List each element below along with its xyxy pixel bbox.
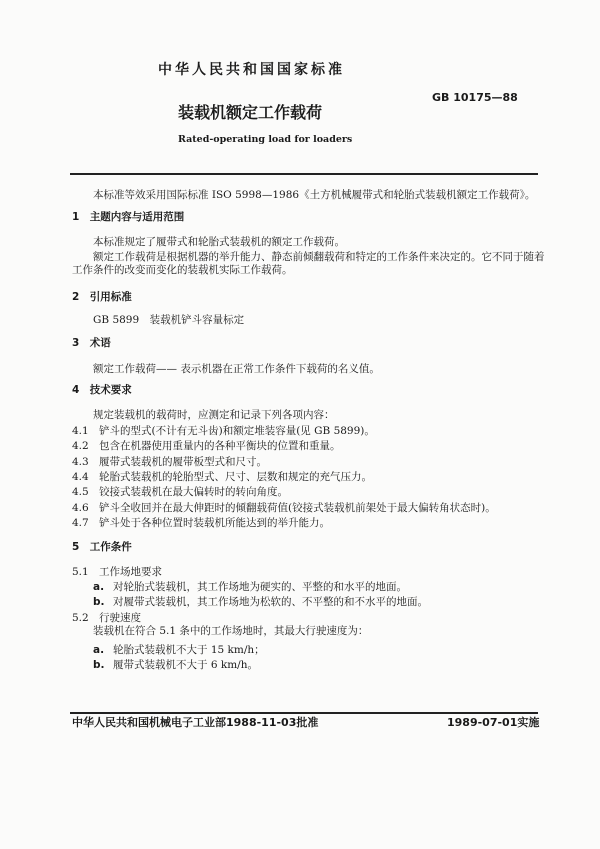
section-3-heading: 3 术语 [72,337,111,349]
list-item: 轮胎式装载机不大于 15 km/h； [113,644,265,656]
list-label: b. [93,659,105,671]
clause-title: 工作场地要求 [99,566,162,578]
clause-number: 4.2 [72,440,89,453]
clause-text: 铰接式装载机在最大偏转时的转向角度。 [99,486,288,499]
clause-number: 4.5 [72,486,89,499]
paragraph: 额定工作载荷是根据机器的举升能力、静态前倾翻载荷和特定的工作条件来决定的。它不同于随着 [93,251,545,263]
paragraph: 规定装载机的载荷时，应测定和记录下列各项内容： [93,409,335,421]
header-divider [70,173,538,175]
paragraph: 工作条件的改变而变化的装载机实际工作载荷。 [72,264,293,276]
term-definition: 额定工作载荷—— 表示机器在正常工作条件下载荷的名义值。 [93,363,380,375]
clause-number: 5.2 [72,612,89,624]
list-item: 对轮胎式装载机，其工作场地为硬实的、平整的和水平的地面。 [113,581,407,593]
clause-text: 轮胎式装载机的轮胎型式、尺寸、层数和规定的充气压力。 [99,470,372,483]
document-title: 装载机额定工作载荷 [178,103,323,122]
clause-number: 4.6 [72,501,89,514]
effective-date: 1989-07-01实施 [447,716,540,729]
section-5-heading: 5 工作条件 [72,541,132,553]
list-item: 履带式装载机不大于 6 km/h。 [113,659,258,671]
clause-number: 4.4 [72,470,89,483]
paragraph: 本标准规定了履带式和轮胎式装载机的额定工作载荷。 [93,236,345,248]
reference: GB 5899 装载机铲斗容量标定 [93,314,245,326]
clause-number: 4.1 [72,425,89,437]
approval-date: 中华人民共和国机械电子工业部1988-11-03批准 [72,716,319,729]
standard-code: GB 10175—88 [432,91,518,104]
section-1-heading: 1 主题内容与适用范围 [72,211,185,223]
section-4-heading: 4 技术要求 [72,384,132,396]
clause-number: 4.3 [72,455,89,468]
list-item: 对履带式装载机，其工作场地为松软的、不平整的和不水平的地面。 [113,596,428,608]
section-2-heading: 2 引用标准 [72,291,132,303]
clause-number: 5.1 [72,566,89,578]
issuing-body: 中华人民共和国国家标准 [158,62,345,78]
clause-text: 包含在机器使用重量内的各种平衡块的位置和重量。 [99,440,341,453]
intro-text: 本标准等效采用国际标准 ISO 5998—1986《土方机械履带式和轮胎式装载机额定工作载荷》。 [93,189,536,201]
footer-divider [70,712,538,714]
clause-text: 铲斗全收回并在最大伸距时的倾翻载荷值(铰接式装载机前架处于最大偏转角状态时)。 [99,501,496,514]
clause-text: 履带式装载机的履带板型式和尺寸。 [99,455,267,468]
paragraph: 装载机在符合 5.1 条中的工作场地时，其最大行驶速度为： [93,625,369,637]
list-label: a. [93,644,105,656]
clause-title: 行驶速度 [99,612,141,624]
list-label: b. [93,596,105,608]
document-title-en: Rated-operating load for loaders [178,134,353,145]
clause-text: 铲斗处于各种位置时装载机所能达到的举升能力。 [99,516,330,529]
clause-number: 4.7 [72,516,89,529]
list-label: a. [93,581,105,593]
clause-text: 铲斗的型式(不计有无斗齿)和额定堆装容量(见 GB 5899)。 [99,425,375,437]
